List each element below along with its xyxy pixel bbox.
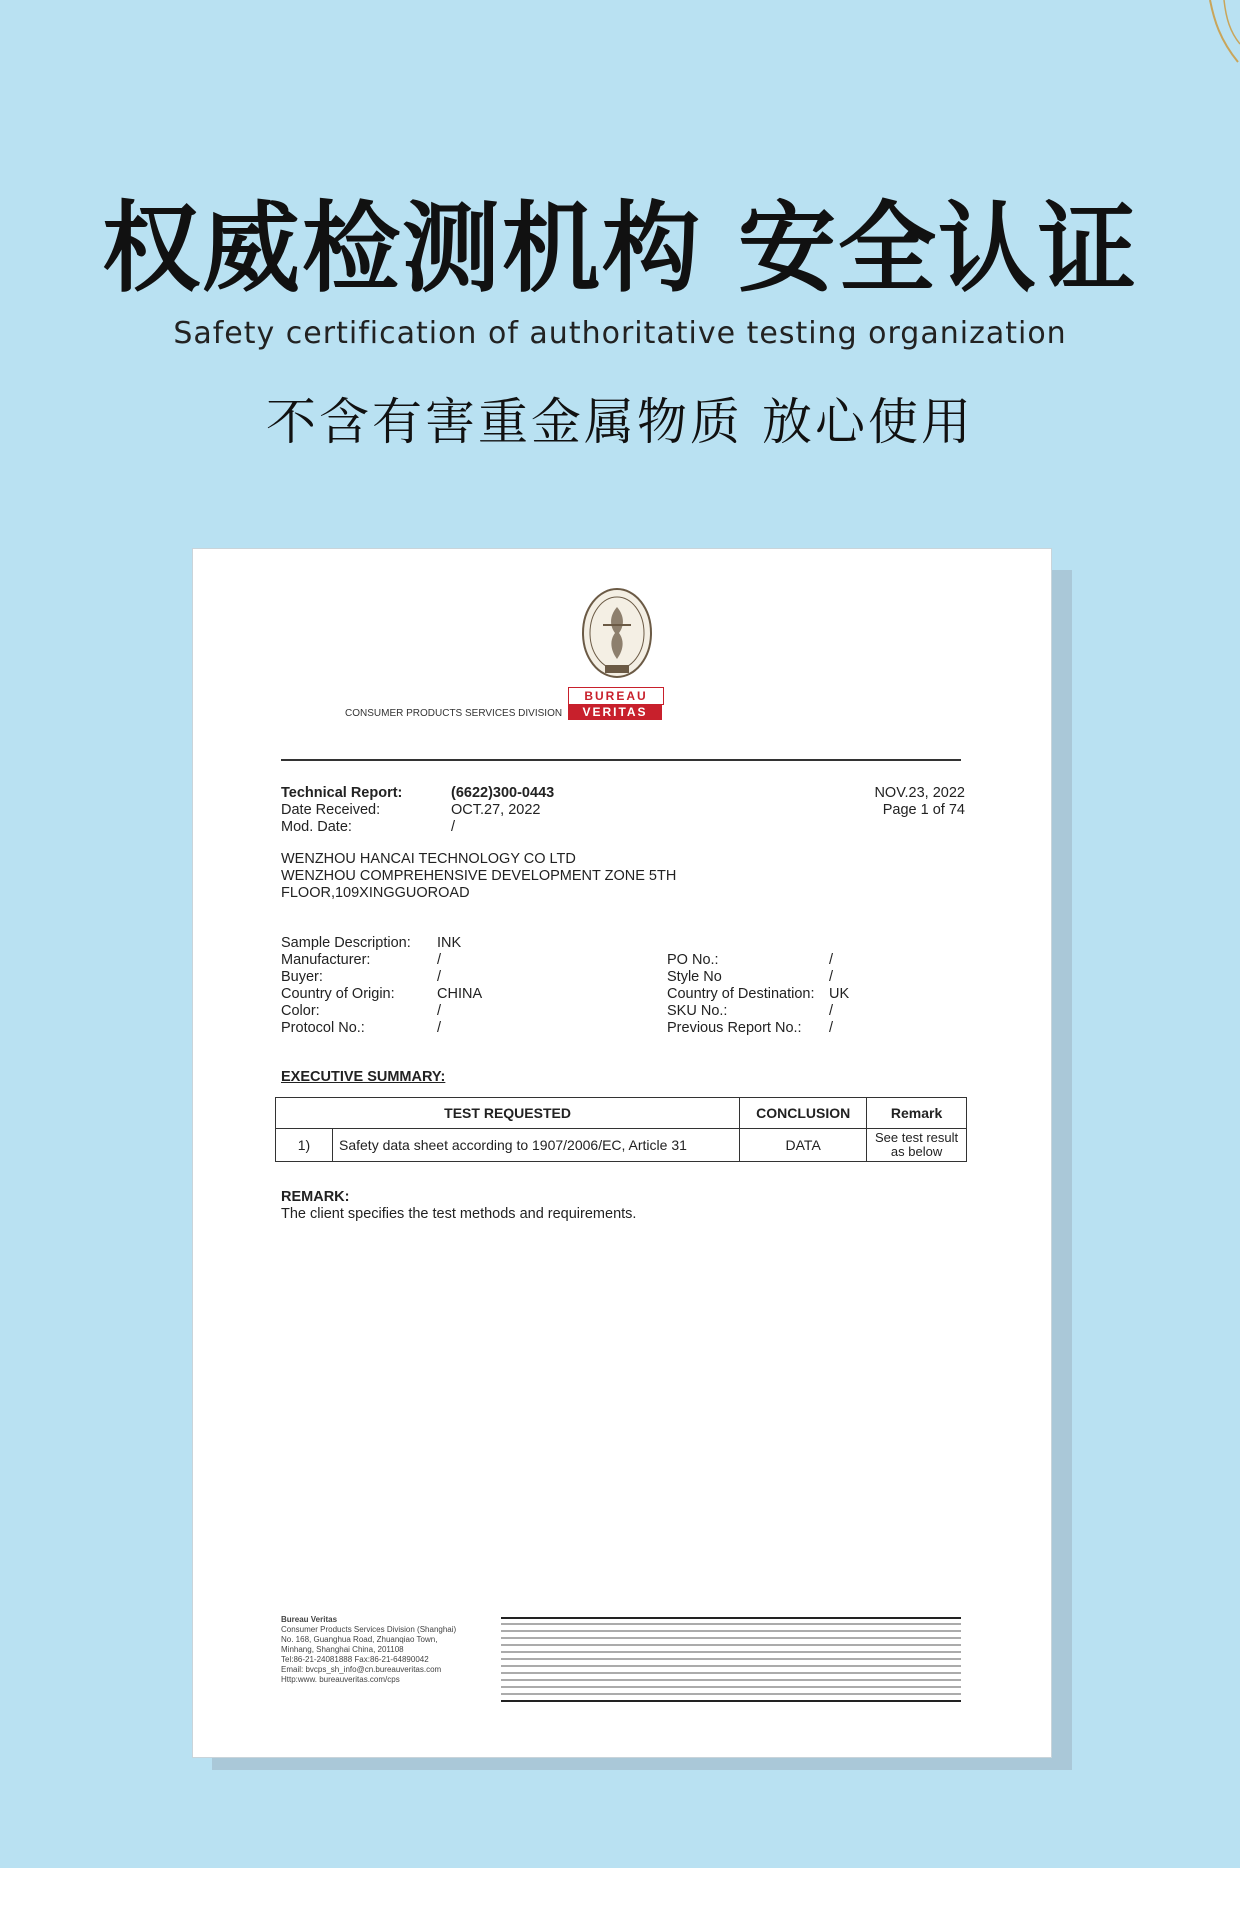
report-label: Technical Report:	[281, 785, 403, 801]
mod-date-label: Mod. Date:	[281, 819, 352, 835]
field-label: Buyer:	[281, 969, 323, 985]
field-value: /	[437, 952, 442, 968]
field-value: UK	[829, 986, 850, 1002]
page-info: Page 1 of 74	[882, 802, 965, 818]
row-conclusion: DATA	[740, 1129, 867, 1162]
footer-contact	[281, 1615, 501, 1685]
legal-text-line	[501, 1686, 961, 1688]
table-header-test: TEST REQUESTED	[276, 1098, 740, 1129]
legal-text-line	[501, 1679, 961, 1681]
field-label: Sample Description:	[281, 935, 411, 951]
footer-rule	[501, 1617, 961, 1619]
table-header-conclusion: CONCLUSION	[740, 1098, 867, 1129]
footer-rule	[501, 1700, 961, 1702]
field-value: INK	[437, 935, 462, 951]
issue-date: NOV.23, 2022	[874, 785, 965, 801]
field-label: Previous Report No.:	[667, 1020, 802, 1036]
footer-company: Bureau Veritas	[281, 1615, 338, 1624]
legal-text-line	[501, 1637, 961, 1639]
legal-text-line	[501, 1665, 961, 1667]
remark-text: The client specifies the test methods and requirements.	[281, 1206, 637, 1222]
summary-table	[275, 1097, 967, 1162]
page-title-english: Safety certification of authoritative testing organization	[173, 316, 1067, 351]
remark-label: REMARK:	[281, 1189, 350, 1205]
footer-legal-text-block	[501, 1615, 961, 1706]
executive-summary-heading: EXECUTIVE SUMMARY:	[281, 1069, 446, 1085]
row-remark	[867, 1129, 967, 1162]
client-address-2: FLOOR,109XINGGUOROAD	[281, 885, 470, 901]
header-divider	[281, 759, 961, 761]
date-received-label: Date Received:	[281, 802, 381, 818]
field-value: CHINA	[437, 986, 483, 1002]
field-value: /	[829, 1020, 834, 1036]
field-value: /	[437, 1020, 442, 1036]
field-value: /	[437, 1003, 442, 1019]
field-label: Style No	[667, 969, 722, 985]
field-value: /	[829, 1003, 834, 1019]
client-name: WENZHOU HANCAI TECHNOLOGY CO LTD	[281, 851, 576, 867]
logo-veritas-text: VERITAS	[568, 704, 662, 720]
legal-text-line	[501, 1672, 961, 1674]
row-test: Safety data sheet according to 1907/2006/EC, Article 31	[333, 1129, 740, 1162]
footer-line: Email: bvcps_sh_info@cn.bureauveritas.com	[281, 1665, 442, 1674]
field-value: /	[437, 969, 442, 985]
test-report-certificate	[192, 548, 1052, 1758]
page-title: 权威检测机构 安全认证	[101, 192, 1139, 306]
field-label: Protocol No.:	[281, 1020, 365, 1036]
field-label: PO No.:	[667, 952, 719, 968]
legal-text-line	[501, 1693, 961, 1695]
client-address-1: WENZHOU COMPREHENSIVE DEVELOPMENT ZONE 5TH	[281, 868, 677, 884]
field-label: Country of Destination:	[667, 986, 815, 1002]
bottom-strip	[0, 1868, 1240, 1920]
table-header-remark: Remark	[867, 1098, 967, 1129]
table-header-row	[276, 1098, 967, 1129]
field-label: Color:	[281, 1003, 320, 1019]
legal-text-line	[501, 1630, 961, 1632]
field-label: Manufacturer:	[281, 952, 371, 968]
row-remark-line: See test result	[875, 1130, 959, 1145]
footer-line: Consumer Products Services Division (Shanghai)	[281, 1625, 457, 1634]
legal-text-line	[501, 1658, 961, 1660]
date-received-value: OCT.27, 2022	[451, 802, 541, 818]
bureau-veritas-seal-icon	[577, 585, 657, 685]
leaf-decoration-icon	[1180, 0, 1240, 80]
table-row	[276, 1129, 967, 1162]
footer-line: Tel:86-21-24081888 Fax:86-21-64890042	[281, 1655, 429, 1664]
division-name: CONSUMER PRODUCTS SERVICES DIVISION	[345, 708, 563, 719]
legal-text-line	[501, 1651, 961, 1653]
page-subtitle: 不含有害重金属物质 放心使用	[266, 393, 974, 451]
row-remark-line: as below	[890, 1144, 943, 1159]
field-value: /	[829, 969, 834, 985]
mod-date-value: /	[451, 819, 456, 835]
legal-text-line	[501, 1623, 961, 1625]
field-label: SKU No.:	[667, 1003, 728, 1019]
footer-line: Minhang, Shanghai China, 201108	[281, 1645, 404, 1654]
legal-text-line	[501, 1644, 961, 1646]
logo-bureau-text: BUREAU	[568, 687, 664, 705]
row-number: 1)	[276, 1129, 333, 1162]
field-label: Country of Origin:	[281, 986, 395, 1002]
footer-line: Http:www. bureauveritas.com/cps	[281, 1675, 400, 1684]
footer-line: No. 168, Guanghua Road, Zhuanqiao Town,	[281, 1635, 438, 1644]
report-number: (6622)300-0443	[451, 785, 555, 801]
field-value: /	[829, 952, 834, 968]
